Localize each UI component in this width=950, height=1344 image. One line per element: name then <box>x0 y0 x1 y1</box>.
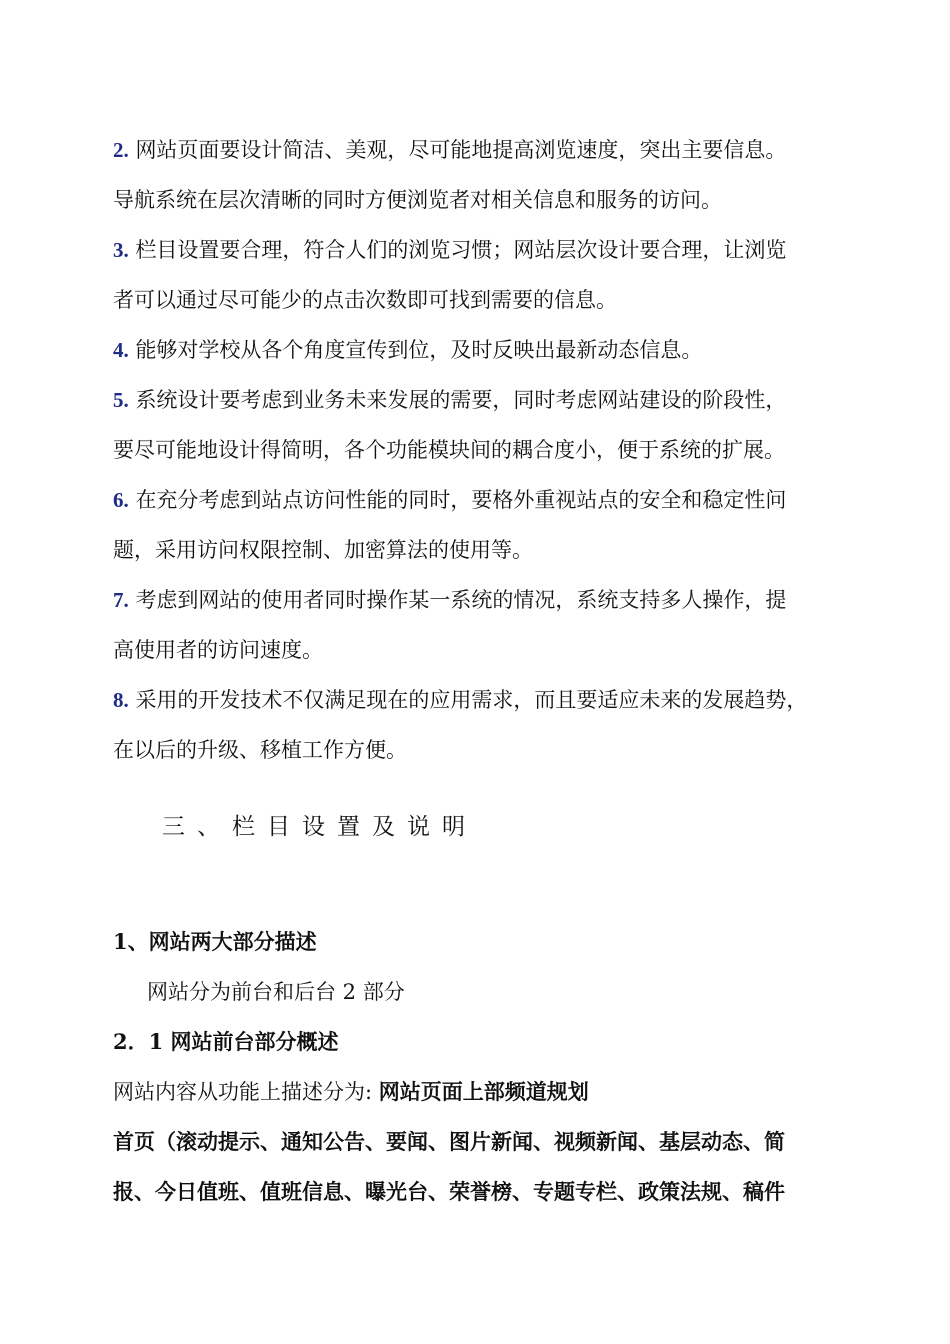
item-2-line-1: 2. 网站页面要设计简洁、美观，尽可能地提高浏览速度，突出主要信息。 <box>113 138 787 162</box>
subsection-2-text: 网站内容从功能上描述分为: 网站页面上部频道规划 <box>113 1079 589 1104</box>
item-6-line-1: 6. 在充分考虑到站点访问性能的同时，要格外重视站点的安全和稳定性问 <box>113 488 787 512</box>
channel-list-line-2: 报、今日值班、值班信息、曝光台、荣誉榜、专题专栏、政策法规、稿件 <box>113 1179 785 1204</box>
item-2-line-2: 导航系统在层次清晰的同时方便浏览者对相关信息和服务的访问。 <box>113 188 722 212</box>
item-5-line-1: 5. 系统设计要考虑到业务未来发展的需要，同时考虑网站建设的阶段性， <box>113 388 787 412</box>
item-8-line-2: 在以后的升级、移植工作方便。 <box>113 738 407 762</box>
item-3-line-1: 3. 栏目设置要合理，符合人们的浏览习惯；网站层次设计要合理，让浏览 <box>113 238 787 262</box>
item-7-line-2: 高使用者的访问速度。 <box>113 638 323 662</box>
item-4-line-1: 4. 能够对学校从各个角度宣传到位，及时反映出最新动态信息。 <box>113 338 703 362</box>
item-7-line-1: 7. 考虑到网站的使用者同时操作某一系统的情况，系统支持多人操作，提 <box>113 588 787 612</box>
section-heading: 三、栏目设置及说明 <box>162 814 477 840</box>
channel-list-line-1: 首页（滚动提示、通知公告、要闻、图片新闻、视频新闻、基层动态、简 <box>113 1129 785 1154</box>
subsection-1-title: 1、网站两大部分描述 <box>113 929 317 954</box>
item-6-line-2: 题，采用访问权限控制、加密算法的使用等。 <box>113 538 533 562</box>
item-8-line-1: 8. 采用的开发技术不仅满足现在的应用需求，而且要适应未来的发展趋势， <box>113 688 808 712</box>
item-5-line-2: 要尽可能地设计得简明，各个功能模块间的耦合度小，便于系统的扩展。 <box>113 438 785 462</box>
item-3-line-2: 者可以通过尽可能少的点击次数即可找到需要的信息。 <box>113 288 617 312</box>
subsection-1-text: 网站分为前台和后台 2 部分 <box>147 980 405 1004</box>
subsection-2-title: 2．1 网站前台部分概述 <box>113 1029 339 1054</box>
